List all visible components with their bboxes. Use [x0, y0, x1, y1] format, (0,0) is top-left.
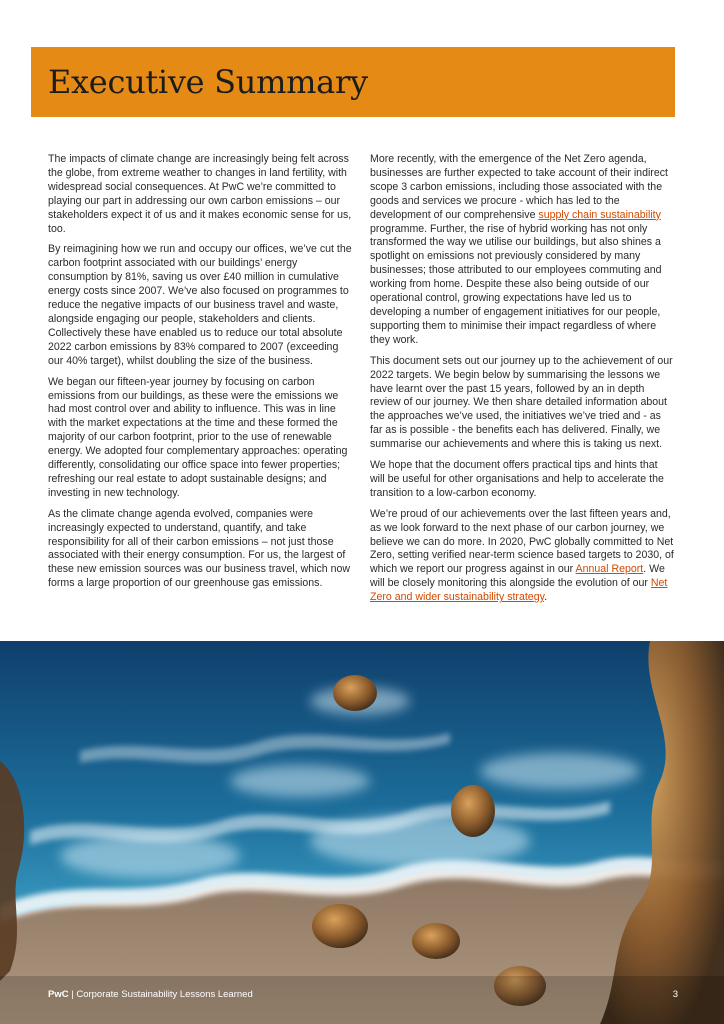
net-zero-strategy-link[interactable]: Net Zero and wider sustainability strategy [370, 577, 668, 604]
right-column [370, 153, 675, 612]
paragraph-text: . [544, 591, 548, 604]
left-column [48, 153, 353, 598]
title-banner [31, 47, 675, 117]
footer-doc-title: Corporate Sustainability Lessons Learned [76, 989, 253, 1000]
supply-chain-sustainability-link[interactable]: supply chain sustainability [538, 208, 661, 221]
paragraph-text: We’re proud of our achievements over the last fifteen years and, as we look forward to the next phase of our carbon journey, we believe we can do more. In 2020, PwC globally committed to Net Zero, setting verified near-term science based targets to 2030, of which we report our progress against in our [370, 507, 674, 576]
paragraph-text: programme. Further, the rise of hybrid working has not only transformed the way we utilise our buildings, but also shines a spotlight on emissions not previously considered by many businesses; those attributed to our employees commuting and working from home. Despite these also being outside of our operational control, growing expectations have led us to developing a number of engagement initiatives for our people, supporting them to minimise their impact regardless of where they work. [370, 222, 662, 346]
paragraph: We hope that the document offers practical tips and hints that will be useful for other organisations and help to accelerate the transition to a low-carbon economy. [370, 459, 664, 499]
page-footer [48, 989, 678, 1003]
paragraph [370, 508, 675, 605]
coastline-photo [0, 641, 724, 1024]
paragraph: As the climate change agenda evolved, companies were increasingly expected to understand, quantify, and take responsibility for all of their carbon emissions – not just those associated with their energy consumption. For us, the largest of these new emission sources was our business travel, which now forms a large proportion of our greenhouse gas emissions. [48, 507, 351, 590]
footer-separator: | [68, 989, 77, 1000]
paragraph: The impacts of climate change are increasingly being felt across the globe, from extreme weather to changes in land fertility, with widespread social consequences. At PwC we’re committed to playing our part in addressing our own carbon emissions – our stakeholders expect it of us and it makes economic sense for us, too. [48, 153, 352, 235]
paragraph: This document sets out our journey up to the achievement of our 2022 targets. We begin below by summarising the lessons we have learnt over the past 15 years, followed by an in depth review of our journey. We then share detailed information about the approaches we’ve used, the initiatives we’ve tried and - as far as is possible - the benefits each has delivered. Finally, we summarise our achievements and where this is taking us next. [370, 354, 673, 451]
page-number: 3 [672, 989, 678, 1000]
paragraph [370, 153, 675, 348]
paragraph: We began our fifteen-year journey by focusing on carbon emissions from our buildings, as these were the emissions we had most control over and ability to influence. This was in line with the market expectations at the time and these formed the majority of our carbon footprint, prior to the use of renewable energy. We adopted four complementary approaches: operating differently, consolidating our office space into fewer properties; refreshing our real estate to adopt sustainable designs; and investing in new technology. [48, 375, 348, 499]
paragraph-text: . We will be closely monitoring this alongside the evolution of our [370, 563, 665, 590]
paragraph: By reimagining how we run and occupy our offices, we’ve cut the carbon footprint associated with our buildings’ energy consumption by 81%, saving us over £40 million in cumulative energy costs since 2007. We’ve also focused on programmes to reduce the negative impacts of our business travel and waste, alongside engaging our people, stakeholders and clients. Collectively these have enabled us to reduce our total absolute 2022 carbon emissions by 83% compared to 2007 (exceeding our 40% target), whilst doubling the size of the business. [48, 243, 352, 367]
footer-brand: PwC [48, 989, 69, 1000]
page-title: Executive Summary [48, 63, 368, 101]
annual-report-link[interactable]: Annual Report [575, 563, 644, 576]
paragraph-text: More recently, with the emergence of the Net Zero agenda, businesses are further expected to take account of their indirect scope 3 carbon emissions, including those associated with the goods and services we procure - which has led to the development of our comprehensive [370, 153, 668, 221]
